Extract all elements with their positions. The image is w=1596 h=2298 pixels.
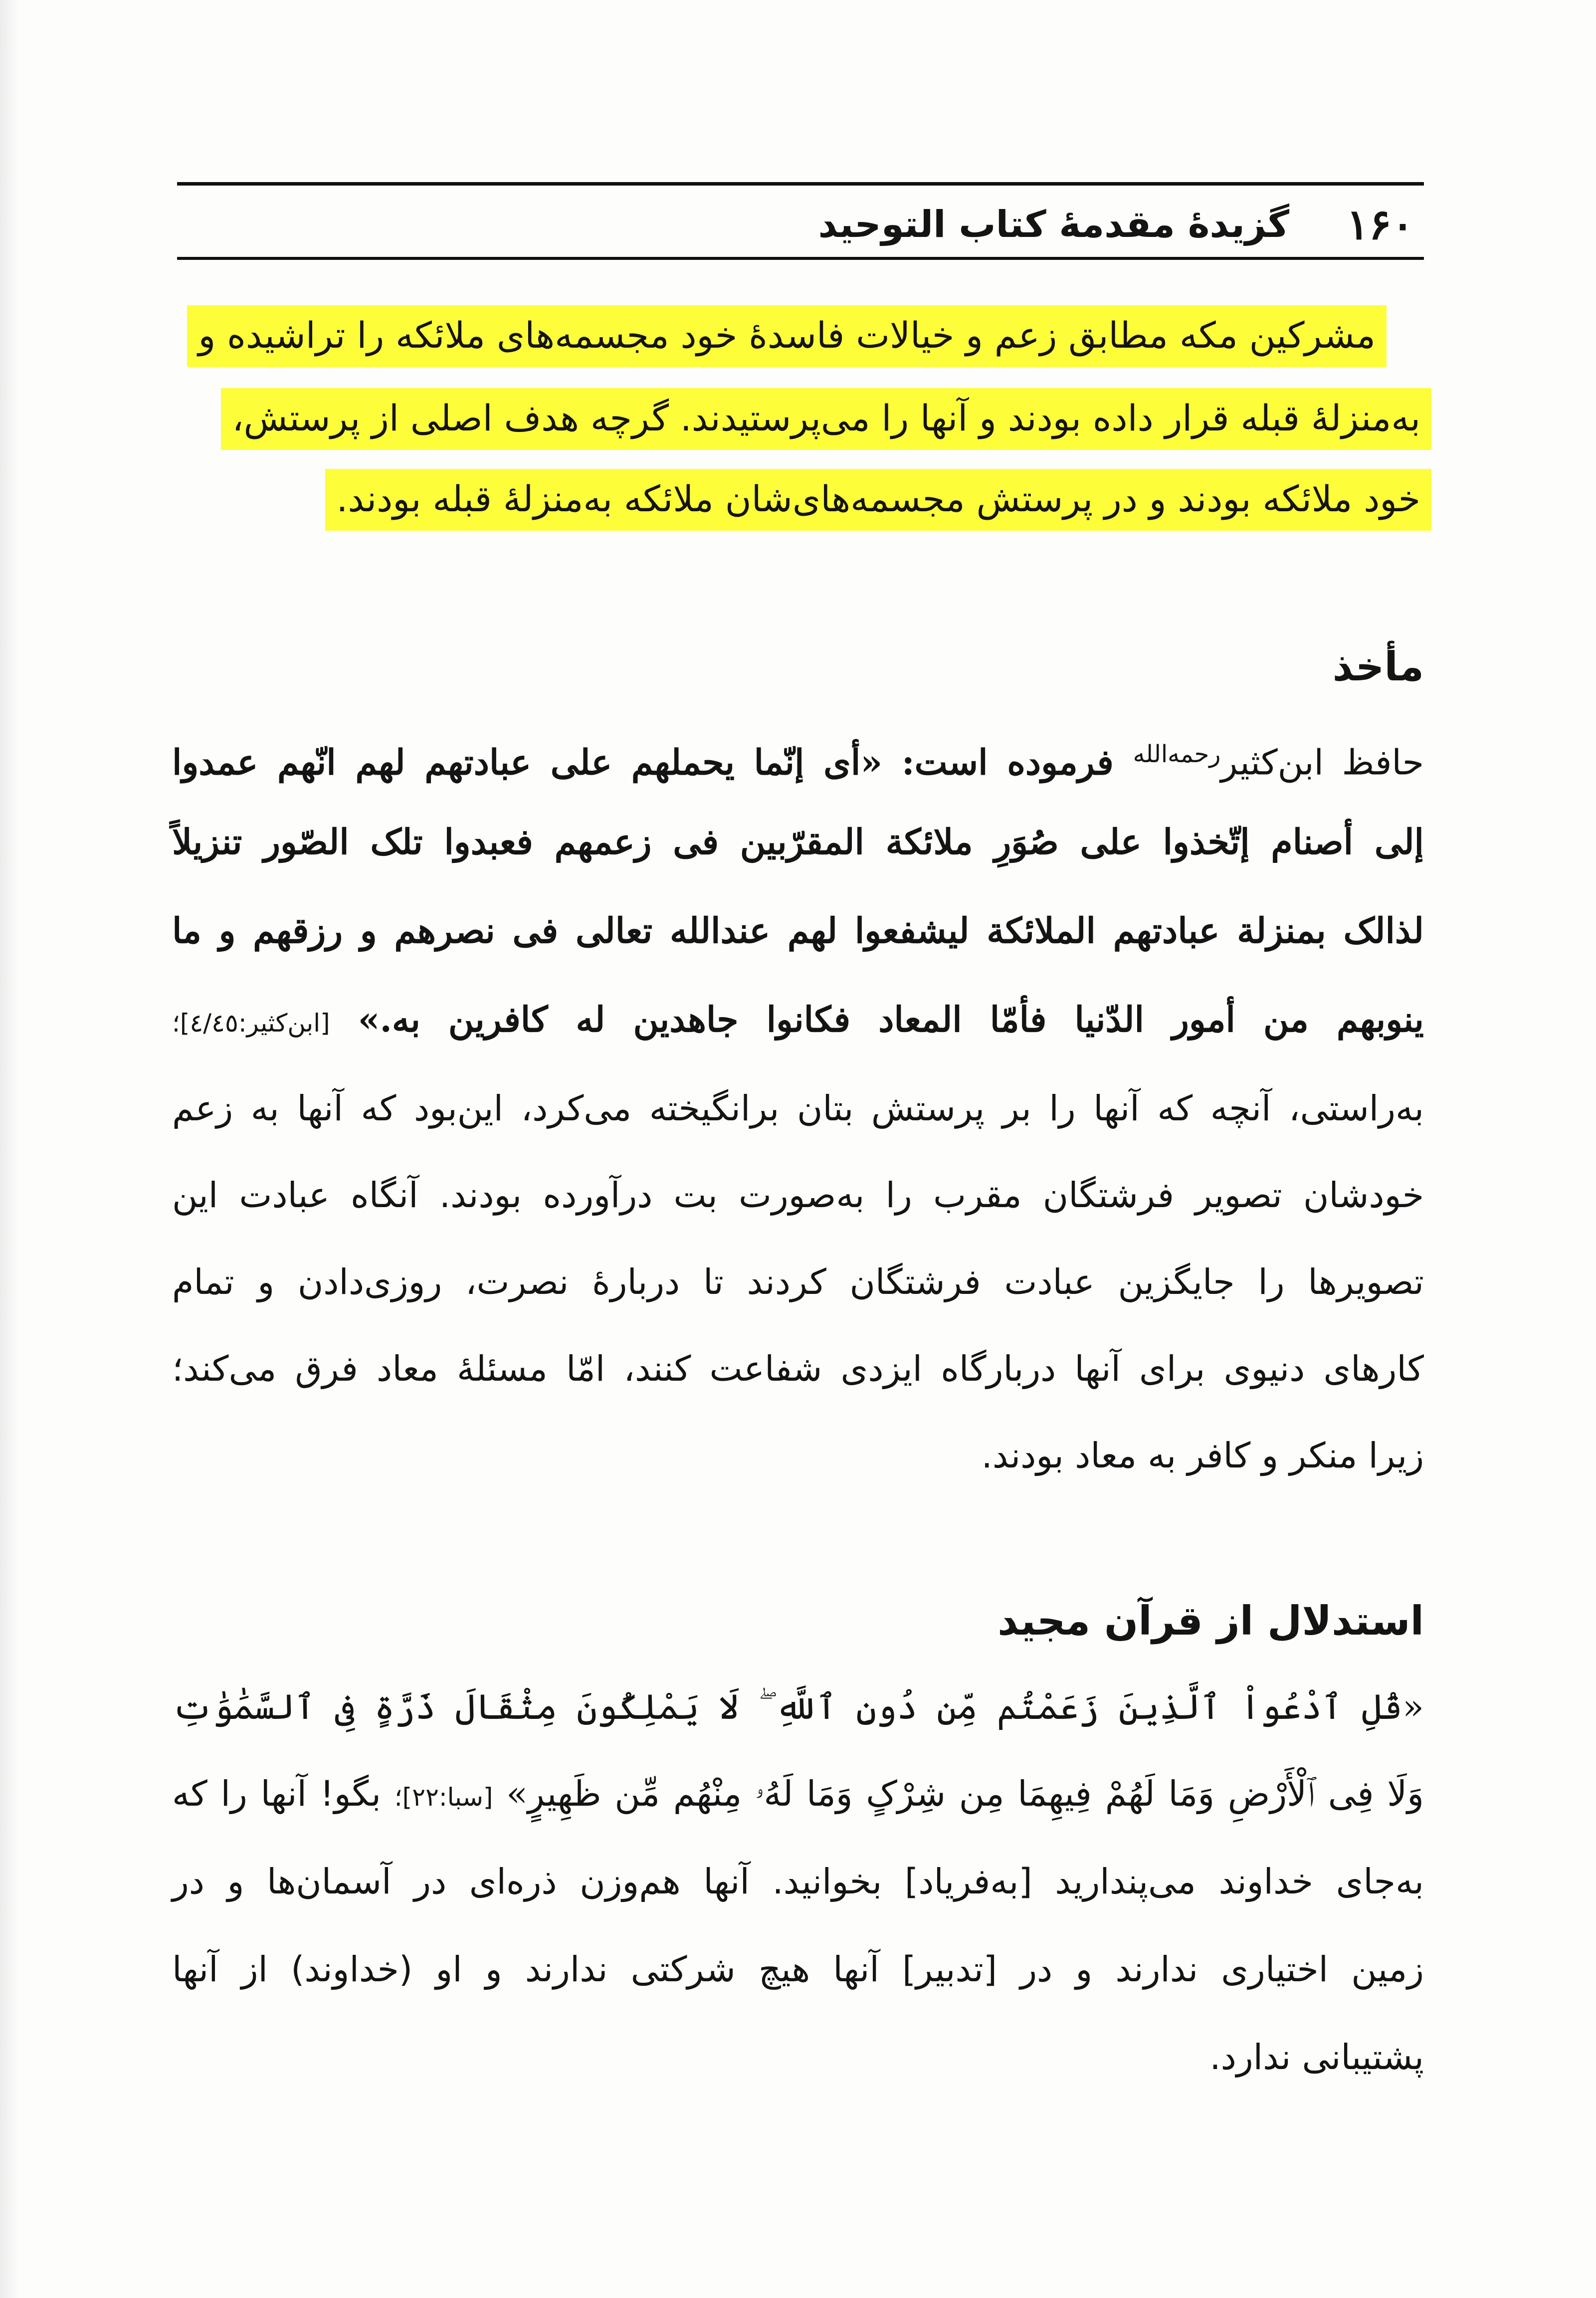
source-line-6: خودشان تصویر فرشتگان مقرب را به‌صورت بت درآورده بودند. آنگاه عبادت این [172, 1175, 1424, 1216]
page-header [177, 197, 1424, 252]
page-number: ۱۶۰ [1346, 200, 1414, 249]
citation-ibn-kathir: [ابن‌کثیر:٤/٤٥]؛ [172, 1009, 330, 1038]
source-quote-end: ینوبهم من أمور الدّنیا فأمّا المعاد فکانوا جاهدین له کافرین به.» [358, 999, 1424, 1040]
source-quote-start: فرموده است: «أی إنّما یحملهم علی عبادتهم لهم انّهم عمدوا [172, 741, 1114, 783]
source-line-9: زیرا منکر و کافر به معاد بودند. [981, 1435, 1424, 1476]
quran-line-2 [172, 1764, 1424, 1827]
quran-line-4: زمین اختیاری ندارند و در [تدبیر] آنها هیچ شرکتی ندارند و او (خداوند) از آنها [172, 1949, 1424, 1990]
highlighted-line-1: مشرکین مکه مطابق زعم و خیالات فاسدهٔ خود مجسمه‌های ملائکه را تراشیده و [187, 305, 1387, 367]
scan-edge-shadow [0, 0, 20, 2298]
translation-start: بگو! آنها را که [172, 1773, 382, 1814]
quran-line-3: به‌جای خداوند می‌پندارید [به‌فریاد] بخوانید. آنها هم‌وزن ذره‌ای در آسمان‌ها و در [172, 1861, 1424, 1902]
source-line-5: به‌راستی، آنچه که آنها را بر پرستش بتان برانگیخته می‌کرد، این‌بود که آنها به زعم [172, 1088, 1424, 1129]
source-line-7: تصویرها را جایگزین عبادت فرشتگان کردند تا دربارهٔ نصرت، روزی‌دادن و تمام [172, 1261, 1424, 1302]
highlighted-line-2: به‌منزلهٔ قبله قرار داده بودند و آنها را می‌پرستیدند. گرچه هدف اصلی از پرستش، [221, 388, 1431, 450]
section-heading-source: مأخذ [1332, 643, 1424, 690]
header-top-rule [177, 182, 1424, 186]
highlighted-line-3: خود ملائکه بودند و در پرستش مجسمه‌های‌شان ملائکه به‌منزلهٔ قبله بودند. [325, 469, 1431, 531]
source-line-1 [172, 724, 1424, 792]
quran-verse-end: وَلَا فِى ٱلْأَرْضِ وَمَا لَهُمْ فِیهِمَا مِن شِرْکٍ وَمَا لَهُۥ مِنْهُم مِّن ظَهِیرٍ» [506, 1773, 1424, 1814]
quran-line-5: پشتیبانی ندارد. [1209, 2037, 1424, 2078]
source-line-4 [172, 990, 1424, 1053]
citation-saba: [سبا:۲۲]؛ [394, 1783, 493, 1812]
honorific-mark: رحمه‌الله [1133, 740, 1221, 768]
quran-line-1: «قُلِ ٱدْعُواْ ٱلَّذِینَ زَعَمْتُم مِّن دُونِ ٱللَّهِ ۖ لَا یَمْلِکُونَ مِثْقَالَ ذَرَّةٍ فِى ٱلسَّمَٰوَٰتِ [172, 1686, 1424, 1727]
source-author: حافظ ابن‌کثیر [1220, 742, 1424, 783]
source-line-3: لذالک بمنزلة عبادتهم الملائکة لیشفعوا لهم عندالله تعالی فی نصرهم و رزقهم و ما [172, 910, 1424, 951]
source-line-2: إلی أصنام إتّخذوا علی صُوَرِ ملائکة المقرّبین فی زعمهم فعبدوا تلک الصّور تنزیلاً [172, 821, 1424, 862]
section-heading-quran: استدلال از قرآن مجید [998, 1598, 1424, 1644]
running-title: گزیدهٔ مقدمهٔ کتاب التوحید [818, 203, 1289, 246]
header-bottom-rule [177, 257, 1424, 260]
source-line-8: کارهای دنیوی برای آنها دربارگاه ایزدی شفاعت کنند، امّا مسئلهٔ معاد فرق می‌کند؛ [172, 1348, 1424, 1389]
